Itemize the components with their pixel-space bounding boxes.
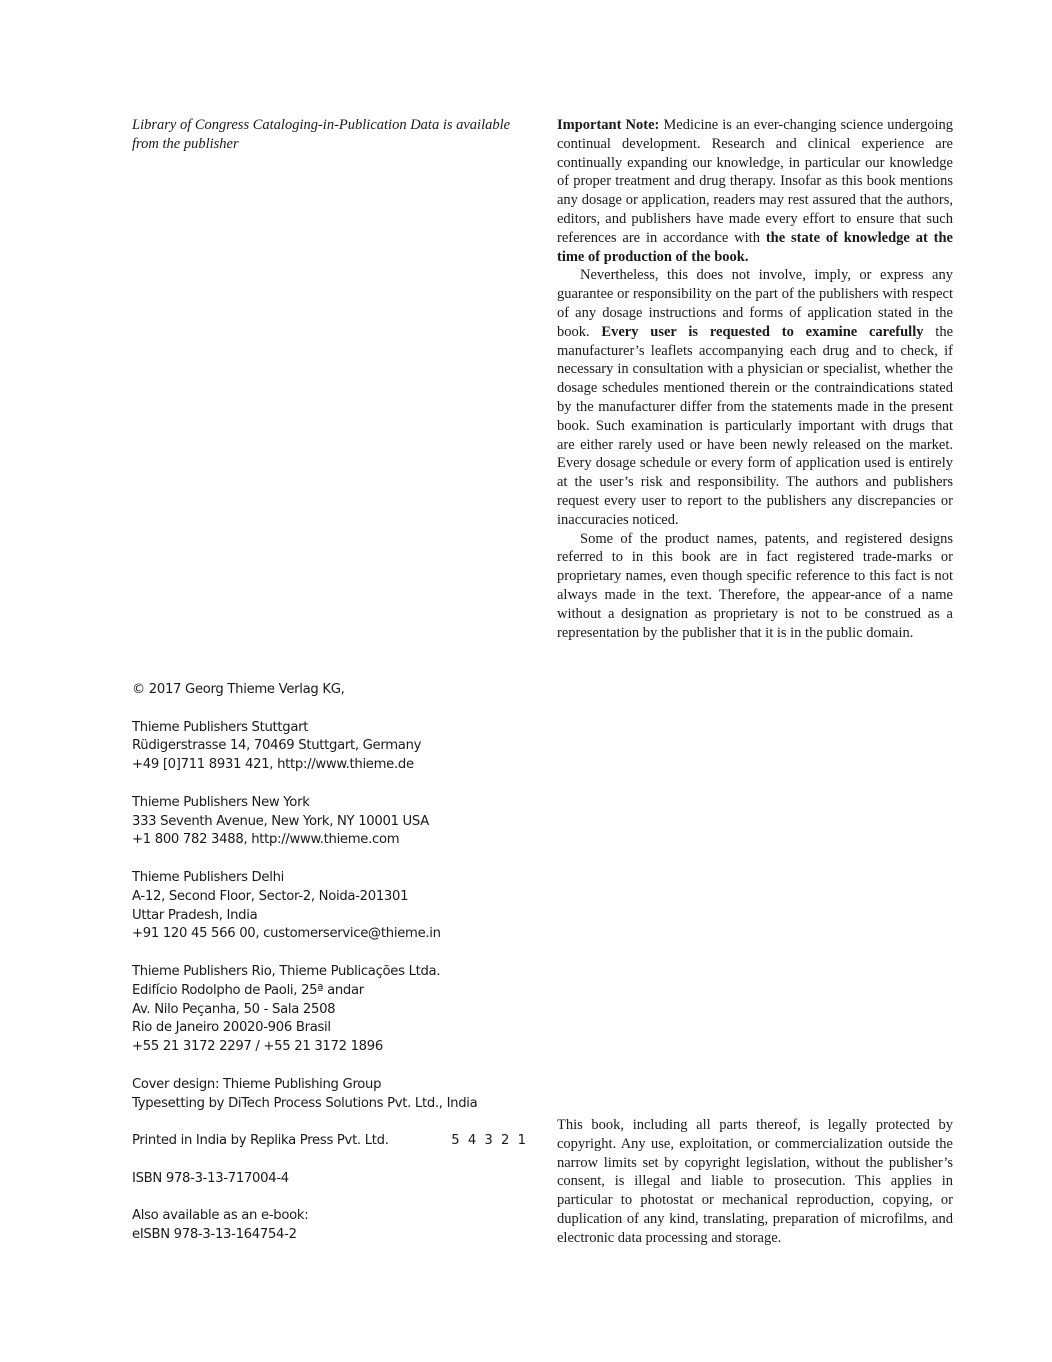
address-line: Av. Nilo Peçanha, 50 - Sala 2508	[132, 1001, 336, 1017]
note-paragraph-2	[557, 266, 953, 529]
note-emphasis: Every user is requested to examine carefully	[601, 323, 924, 340]
address-rio	[132, 963, 528, 1057]
note-label: Important Note:	[557, 117, 660, 133]
credits-block	[132, 1076, 528, 1114]
address-new-york	[132, 794, 528, 850]
address-line: 333 Seventh Avenue, New York, NY 10001 USA	[132, 813, 429, 829]
copyright-block	[132, 681, 528, 700]
imprint	[132, 681, 528, 1264]
isbn-block	[132, 1170, 528, 1189]
address-line: Thieme Publishers Stuttgart	[132, 719, 309, 735]
note-text: Medicine is an ever-changing science undergoing continual development. Research and clinical experience are continually expanding our knowledge, in particular our knowledge of proper treatment and drug therapy. Insofar as this book mentions any dosage or application, readers may rest assured that the authors, editors, and publishers have made every effort to ensure that such references are in accordance with	[557, 117, 953, 246]
address-line: Thieme Publishers Rio, Thieme Publicações Ltda.	[132, 963, 441, 979]
address-line: +49 [0]711 8931 421, http://www.thieme.de	[132, 757, 414, 773]
address-line: Thieme Publishers New York	[132, 794, 310, 810]
printed-line: Printed in India by Replika Press Pvt. Ltd.	[132, 1133, 389, 1149]
copyright-line: © 2017 Georg Thieme Verlag KG,	[132, 682, 345, 697]
cip-line: from the publisher	[132, 136, 239, 152]
note-text: the manufacturer’s leaflets accompanying each drug and to check, if necessary in consultation with a physician or specialist, whether the dosage schedules mentioned therein or the contraindications stated by the manufacturer differ from the statements made in the present book. Such examination is particularly important with drugs that are either rarely used or have been newly released on the market. Every dosage schedule or every form of application used is entirely at the user’s risk and responsibility. The authors and publishers request every user to report to the publishers any discrepancies or inaccuracies noticed.	[557, 323, 954, 528]
address-line: +55 21 3172 2297 / +55 21 3172 1896	[132, 1039, 383, 1055]
address-line: Edifício Rodolpho de Paoli, 25ª andar	[132, 982, 364, 998]
credit-line: Cover design: Thieme Publishing Group	[132, 1076, 382, 1092]
address-line: +1 800 782 3488, http://www.thieme.com	[132, 832, 400, 848]
note-paragraph-1	[557, 116, 953, 266]
address-line: +91 120 45 566 00, customerservice@thieme.in	[132, 926, 441, 942]
cip-line: Library of Congress Cataloging-in-Publication Data is available	[132, 117, 511, 133]
note-paragraph-3: Some of the product names, patents, and registered designs referred to in this book are in fact registered trade-marks or proprietary names, even though specific reference to this fact is not always made in the text. Therefore, the appear-ance of a name without a designation as proprietary is not to be construed as a representation by the publisher that it is in the public domain.	[557, 530, 953, 641]
isbn-line: ISBN 978-3-13-717004-4	[132, 1170, 289, 1186]
print-run-number: 5 4 3 2 1	[451, 1133, 528, 1149]
ebook-line: Also available as an e-book:	[132, 1208, 309, 1224]
cip-note	[132, 116, 528, 154]
printed-block	[132, 1132, 528, 1151]
address-delhi	[132, 869, 528, 944]
address-line: A-12, Second Floor, Sector-2, Noida-201301	[132, 888, 409, 904]
important-note	[557, 116, 953, 642]
note-emphasis: the state of knowledge at the time of production of the book.	[557, 229, 953, 265]
eisbn-line: eISBN 978-3-13-164754-2	[132, 1227, 297, 1243]
credit-line: Typesetting by DiTech Process Solutions Pvt. Ltd., India	[132, 1095, 478, 1111]
ebook-block	[132, 1207, 528, 1245]
copyright-notice-text: This book, including all parts thereof, is legally protected by copyright. Any use, exploitation, or commercialization outside the narrow limits set by copyright legislation, without the publisher’s consent, is illegal and liable to prosecution. This applies in particular to photostat or mechanical reproduction, copying, or duplication of any kind, translating, preparation of microfilms, and electronic data processing and storage.	[557, 1117, 953, 1246]
address-line: Rüdigerstrasse 14, 70469 Stuttgart, Germany	[132, 738, 422, 754]
address-line: Uttar Pradesh, India	[132, 907, 258, 923]
address-line: Thieme Publishers Delhi	[132, 869, 285, 885]
address-line: Rio de Janeiro 20020-906 Brasil	[132, 1020, 331, 1036]
copyright-notice	[557, 1116, 953, 1248]
address-stuttgart	[132, 719, 528, 775]
note-text: Nevertheless, this does not involve, imply, or express any guarantee or responsibility on the part of the publishers with respect of any dosage instructions and forms of application stated in the book.	[557, 267, 953, 340]
